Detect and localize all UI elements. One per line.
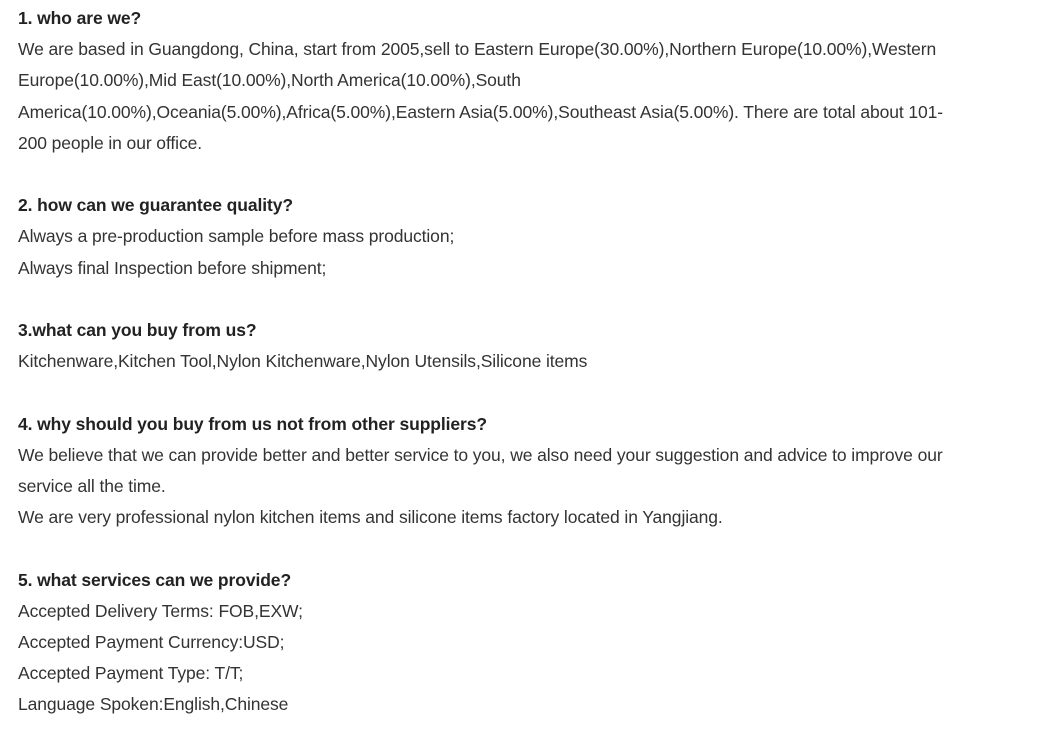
faq-answer: Language Spoken:English,Chinese [18,694,289,715]
faq-answer: Kitchenware,Kitchen Tool,Nylon Kitchenware,Nylon Utensils,Silicone items [18,351,588,372]
faq-answer: Always final Inspection before shipment; [18,257,327,278]
faq-answer: We believe that we can provide better and better service to you, we also need your suggestion and advice to improve our service all the time. [18,444,943,496]
faq-answer: Always a pre-production sample before mass production; [18,226,455,247]
faq-answer: Accepted Delivery Terms: FOB,EXW; [18,600,303,621]
faq-question: 1. who are we? [18,8,142,28]
faq-section-products [18,315,948,377]
faq-answer: Accepted Payment Currency:USD; [18,632,285,652]
faq-answer: We are very professional nylon kitchen items and silicone items factory located in Yangjiang. [18,507,723,528]
faq-content [18,3,948,721]
faq-question: 2. how can we guarantee quality? [18,195,293,216]
faq-answer: Accepted Payment Type: T/T; [18,663,244,684]
faq-section-services [18,565,948,721]
faq-question: 3.what can you buy from us? [18,320,257,340]
faq-section-quality [18,190,948,284]
faq-question: 5. what services can we provide? [18,569,292,590]
faq-question: 4. why should you buy from us not from other suppliers? [18,413,487,434]
faq-answer: We are based in Guangdong, China, start from 2005,sell to Eastern Europe(30.00%),Northern Europe(10.00%),Western Europe(10.00%),Mid East(10.00%),North America(10.00%),South America(10.00%),Oceania(5.00%),Africa(5.00%),Eastern Asia(5.00%),Southeast Asia(5.00%). There are total about 101-200 people in our office. [18,39,944,153]
faq-section-why-us [18,409,948,534]
faq-section-who-are-we [18,3,948,159]
